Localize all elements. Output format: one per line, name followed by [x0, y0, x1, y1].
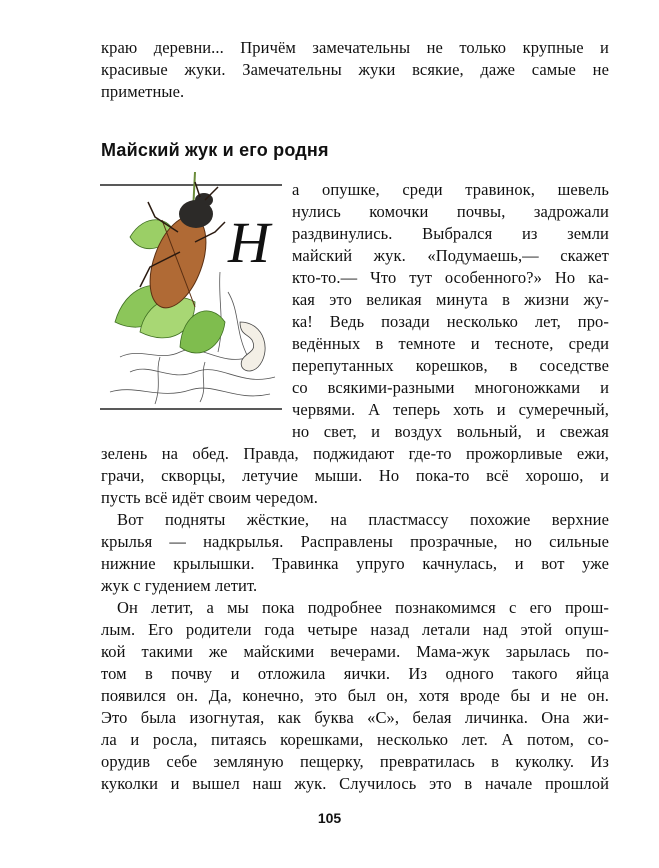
text-line: майский жук. «Подумаешь,— скажет: [292, 246, 609, 265]
text-line: ла и росла, питаясь корешками, несколько лет. А потом, со-: [101, 730, 609, 749]
text-line: зелень на обед. Правда, поджидают где-то прожорливые ежи,: [101, 444, 609, 463]
text-line: кто-то.— Что тут особенного?» Но ка-: [292, 268, 609, 287]
text-line: но свет, и воздух вольный, и свежая: [292, 422, 609, 441]
text-line: кой такими же майскими вечерами. Мама-жук зарылась по-: [101, 642, 609, 661]
text-line: нулись комочки почвы, задрожали: [292, 202, 609, 221]
text-line: грачи, скворцы, летучие мыши. Но пока-то всё хорошо, и: [101, 466, 609, 485]
text-line: червями. А теперь хоть и сумеречный,: [292, 400, 609, 419]
section-heading: Майский жук и его родня: [101, 140, 329, 160]
text-line: ведённых в темноте и тесноте, среди: [292, 334, 609, 353]
text-line: раздвинулись. Выбрался из земли: [292, 224, 609, 243]
drop-cap: Н: [228, 210, 270, 275]
text-line: краю деревни... Причём замечательны не только крупные и: [101, 38, 609, 57]
text-line: Вот подняты жёсткие, на пластмассу похожие верхние: [117, 510, 609, 529]
text-line: крылья — надкрылья. Расправлены прозрачные, но сильные: [101, 532, 609, 551]
text-line: кая это великая минута в жизни жу-: [292, 290, 609, 309]
text-line: приметные.: [101, 82, 185, 101]
page-number: 105: [317, 810, 342, 826]
text-line: куколки и вышел наш жук. Случилось это в начале прошлой: [101, 774, 609, 793]
text-line: перепутанных корешков, в соседстве: [292, 356, 609, 375]
text-line: пусть всё идёт своим чередом.: [101, 488, 319, 507]
text-line: орудив себе земляную пещерку, превратилась в куколку. Из: [101, 752, 609, 771]
text-line: появился он. Да, конечно, это был он, хотя вроде бы и не он.: [101, 686, 609, 705]
text-line: красивые жуки. Замечательны жуки всякие, даже самые не: [101, 60, 609, 79]
text-line: Он летит, а мы пока подробнее познакомимся с его прош-: [117, 598, 609, 617]
text-line: ка! Ведь позади несколько лет, про-: [292, 312, 609, 331]
text-line: а опушке, среди травинок, шевель: [292, 180, 609, 199]
text-line: лым. Его родители года четыре назад летали над этой опуш-: [101, 620, 609, 639]
text-line: Это была изогнутая, как буква «С», белая личинка. Она жи-: [101, 708, 609, 727]
text-line: жук с гудением летит.: [101, 576, 258, 595]
text-line: том в почву и отложила яички. Из одного такого яйца: [101, 664, 609, 683]
text-line: со всякими-разными многоножками и: [292, 378, 609, 397]
text-line: нижние крылышки. Травинка упруго качнулась, и вот уже: [101, 554, 609, 573]
may-beetle-illustration: [100, 172, 282, 412]
